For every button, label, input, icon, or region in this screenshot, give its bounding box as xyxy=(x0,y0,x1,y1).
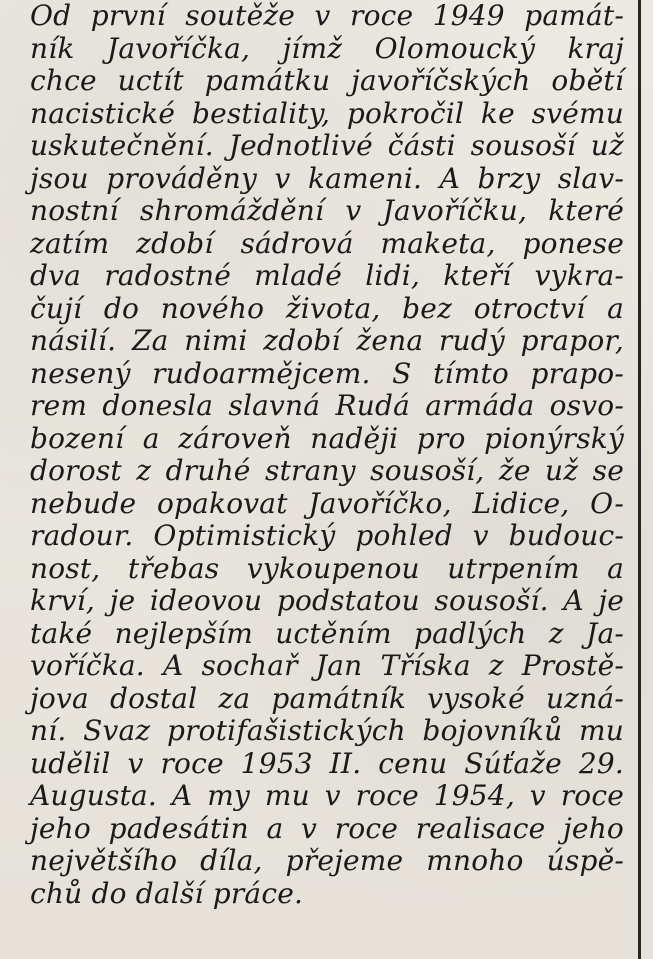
article-line: udělil v roce 1953 II. cenu Súťaže 29. xyxy=(30,746,624,780)
article-line: nacistické bestiality, pokročil ke svému xyxy=(30,96,624,130)
article-line: uskutečnění. Jednotlivé části sousoší už xyxy=(30,129,624,162)
article-line: ní. Svaz protifašistických bojovníků mu xyxy=(30,714,624,747)
article-line: ník Javoříčka, jímž Olomoucký kraj xyxy=(30,31,624,65)
article-line: Od první soutěže v roce 1949 památ- xyxy=(30,0,624,32)
article-line: bození a zároveň naději pro pionýrský xyxy=(30,421,624,455)
article-line: nesený rudoarmějcem. S tímto prapo- xyxy=(30,356,624,390)
article-line: jeho padesátin a v roce realisace jeho xyxy=(30,811,624,845)
article-line: jova dostal za památník vysoké uzná- xyxy=(30,681,624,715)
article-line: zatím zdobí sádrová maketa, ponese xyxy=(30,226,624,260)
article-line: jsou prováděny v kameni. A brzy slav- xyxy=(30,161,624,195)
column-divider xyxy=(638,0,641,959)
article-line: krví, je ideovou podstatou sousoší. A je xyxy=(30,584,624,617)
article-line: největšího díla, přejeme mnoho úspě- xyxy=(30,844,624,877)
article-line: nebude opakovat Javoříčko, Lidice, O- xyxy=(30,486,624,520)
article-line: také nejlepším uctěním padlých z Ja- xyxy=(30,616,624,650)
article-line: násilí. Za nimi zdobí žena rudý prapor, xyxy=(30,324,624,357)
article-line: chce uctít památku javoříčských obětí xyxy=(30,64,624,97)
article-line: chů do další práce. xyxy=(30,876,304,910)
article-line: rem donesla slavná Rudá armáda osvo- xyxy=(30,389,624,422)
article-line: čují do nového života, bez otroctví a xyxy=(30,291,624,325)
article-body xyxy=(30,0,624,959)
article-line: dva radostné mladé lidi, kteří vykra- xyxy=(30,259,624,292)
article-line: Augusta. A my mu v roce 1954, v roce xyxy=(30,779,624,812)
article-line: nost, třebas vykoupenou utrpením a xyxy=(30,551,624,585)
article-line: radour. Optimistický pohled v budouc- xyxy=(30,519,624,552)
article-line: dorost z druhé strany sousoší, že už se xyxy=(30,454,624,487)
article-line: voříčka. A sochař Jan Tříska z Prostě- xyxy=(30,649,624,682)
article-line: nostní shromáždění v Javoříčku, které xyxy=(30,194,624,227)
